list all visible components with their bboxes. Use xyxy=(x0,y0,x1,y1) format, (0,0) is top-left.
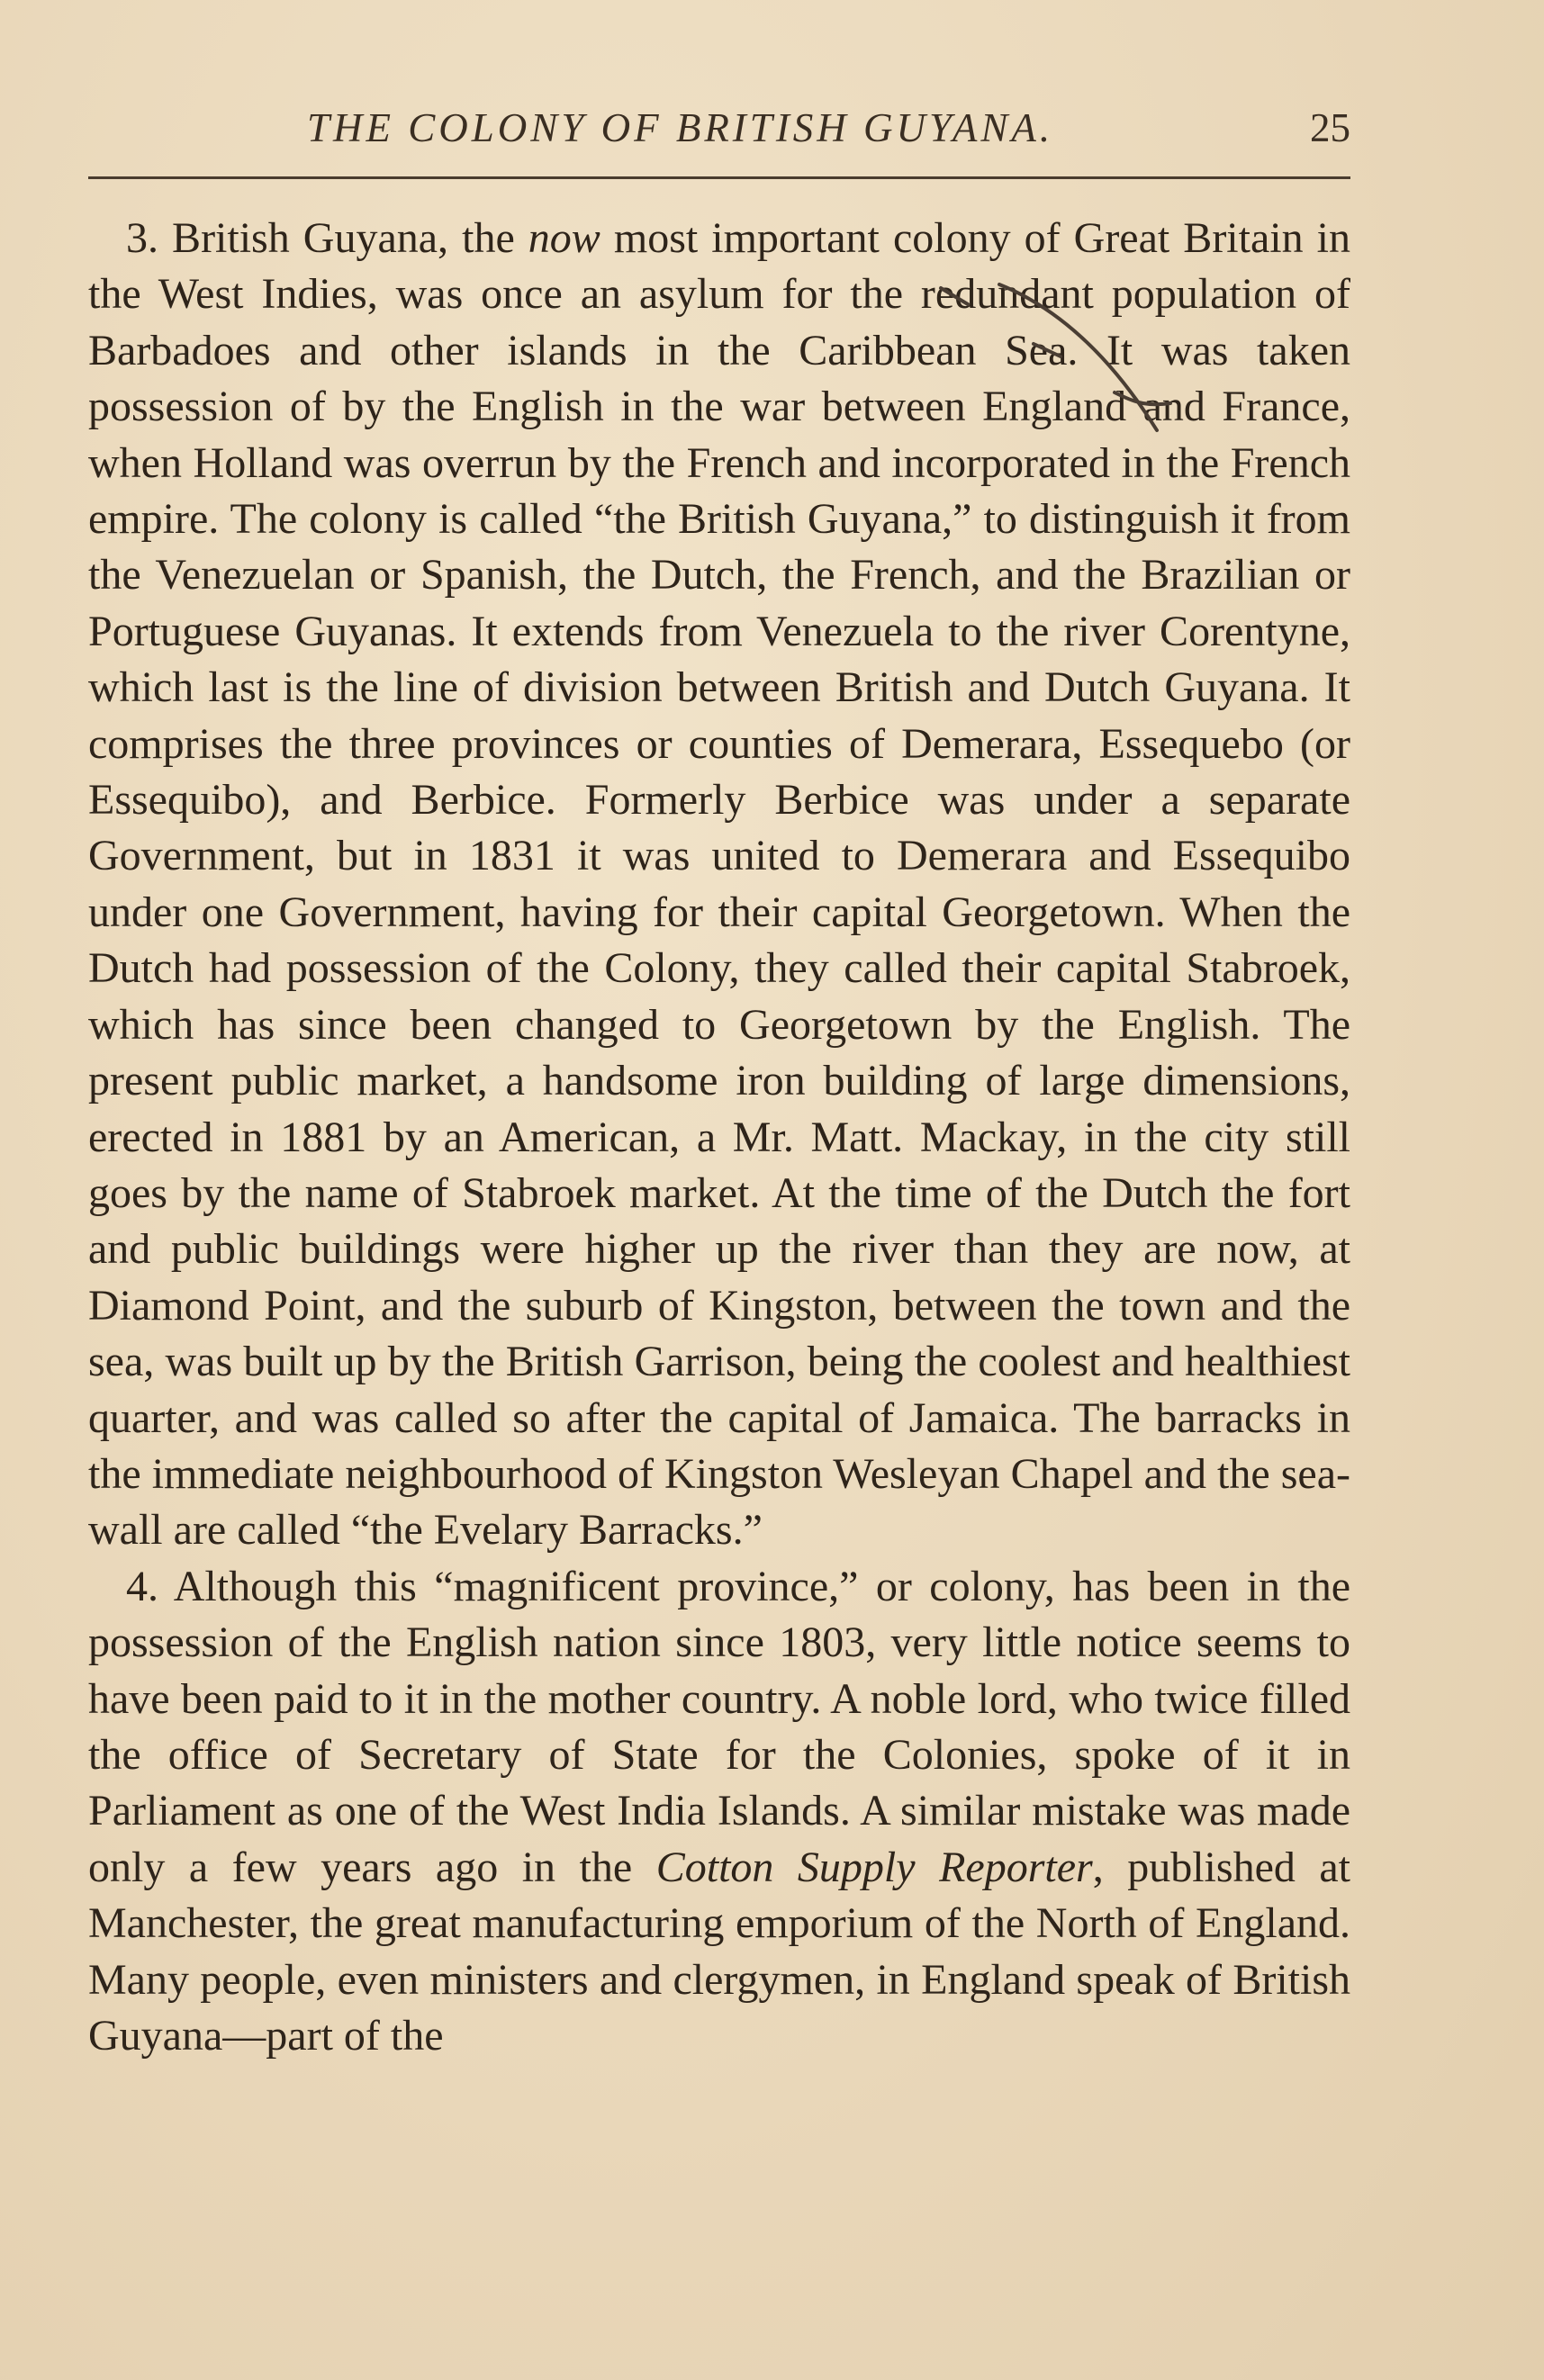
page-header xyxy=(88,99,1350,164)
paragraph-3 xyxy=(88,211,1350,1559)
paragraph-number: 4. xyxy=(126,1562,158,1610)
header-rule xyxy=(88,176,1350,179)
italic-text: Cotton Supply Reporter xyxy=(655,1843,1093,1891)
paragraph-text: most important colony of Great Britain in the West Indies, was once an asylum for the redundant population of Barbadoes and other islands in the Caribbean Sea. It was taken possession of by the English in the war between England and France, when Holland was overrun by the French and incorporated in the French empire. The colony is called “the British Guyana,” to distinguish it from the Venezuelan or Spanish, the Dutch, the French, and the Brazilian or Portuguese Guyanas. It extends from Venezuela to the river Corentyne, which last is the line of division between British and Dutch Guyana. It comprises the three provinces or counties of Demerara, Essequebo (or Essequibo), and Berbice. Formerly Berbice was under a separate Government, but in 1831 it was united to Demerara and Essequibo under one Government, having for their capital Georgetown. When the Dutch had possession of the Colony, they called their capital Stabroek, which has since been changed to Georgetown by the English. The present public market, a handsome iron building of large dimensions, erected in 1881 by an American, a Mr. Matt. Mackay, in the city still goes by the name of Stabroek market. At the time of the Dutch the fort and public buildings were higher up the river than they are now, at Diamond Point, and the suburb of Kingston, between the town and the sea, was built up by the British Garrison, being the coolest and healthiest quarter, and was called so after the capital of Jamaica. The barracks in the immediate neighbourhood of Kingston Wesleyan Chapel and the sea-wall are called “the Evelary Barracks.” xyxy=(88,214,1350,1555)
paragraph-number: 3. xyxy=(126,214,158,262)
body-text xyxy=(88,211,1350,2064)
italic-text: now xyxy=(528,214,600,262)
paragraph-4 xyxy=(88,1559,1350,2065)
paragraph-text: British Guyana, the xyxy=(158,214,528,262)
book-page xyxy=(88,99,1351,2060)
page-number: 25 xyxy=(1310,105,1350,150)
running-head: THE COLONY OF BRITISH GUYANA. xyxy=(307,105,1054,150)
paragraph-text: , published at Manchester, the great manufacturing emporium of the North of England. Many people, even ministers and clergymen, in England speak of British Guyana—part of the xyxy=(88,1843,1351,2060)
paragraph-text: Although this “magnificent province,” or colony, has been in the possession of the English nation since 1803, very little notice seems to have been paid to it in the mother country. A noble lord, who twice filled the office of Secretary of State for the Colonies, spoke of it in Parliament as one of the West India Islands. A similar mistake was made only a few years ago in the xyxy=(88,1562,1350,1891)
